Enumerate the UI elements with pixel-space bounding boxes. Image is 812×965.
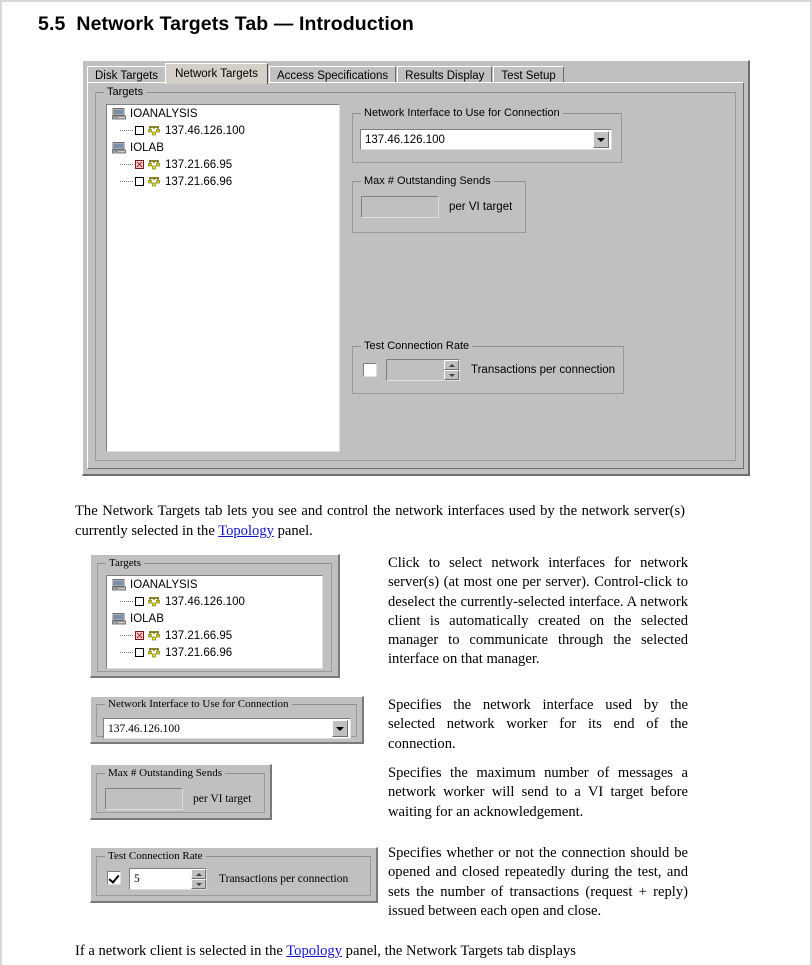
tree-connector (120, 181, 133, 182)
figure-targets-title: Targets (106, 556, 144, 570)
callout-max-outstanding-sends: Specifies the maximum number of messages a network worker will send to a VI target before waiting for an acknowledgement. (388, 765, 688, 820)
tree-item-label: 137.21.66.96 (165, 175, 233, 188)
tab-test-setup[interactable]: Test Setup (493, 66, 563, 84)
tree-item-interface[interactable] (107, 627, 322, 644)
computer-icon (112, 613, 126, 625)
bottom-paragraph (75, 942, 725, 962)
callout-network-interface: Specifies the network interface used by the selected network worker for its end of the connection. (388, 697, 688, 752)
network-interface-groupbox-title: Network Interface to Use for Connection (361, 106, 563, 120)
max-outstanding-sends-title: Max # Outstanding Sends (361, 174, 494, 188)
tab-disk-targets[interactable]: Disk Targets (87, 66, 166, 84)
network-interface-icon (147, 646, 161, 659)
tree-item-label: IOLAB (130, 141, 164, 154)
figure-sends-groupbox (96, 767, 265, 813)
figure-test-connection-rate (90, 847, 378, 903)
tree-connector (120, 130, 133, 131)
figure-max-outstanding-sends (90, 764, 272, 820)
tree-item-server[interactable] (107, 610, 322, 627)
test-connection-rate-spinner[interactable] (129, 868, 207, 890)
network-interface-groupbox (352, 107, 622, 163)
tree-item-label: 137.46.126.100 (165, 124, 245, 137)
section-title: Network Targets Tab — Introduction (76, 13, 414, 35)
figure-network-interface (90, 696, 364, 744)
targets-groupbox (95, 86, 736, 461)
test-connection-rate-suffix: Transactions per connection (219, 873, 349, 885)
max-outstanding-sends-input[interactable] (361, 196, 439, 218)
figure-sends-title: Max # Outstanding Sends (105, 766, 225, 780)
network-targets-dialog (82, 60, 750, 476)
figure-network-interface-title: Network Interface to Use for Connection (105, 697, 292, 711)
tab-bar (87, 63, 565, 84)
figure-targets-groupbox (97, 557, 332, 672)
test-connection-rate-checkbox[interactable] (363, 363, 377, 377)
network-interface-icon (147, 629, 161, 642)
tree-connector (120, 164, 133, 165)
max-outstanding-sends-groupbox (352, 175, 526, 233)
tab-results-display[interactable]: Results Display (397, 66, 492, 84)
tree-item-label: 137.21.66.95 (165, 158, 233, 171)
targets-groupbox-title: Targets (104, 85, 146, 99)
intro-paragraph (75, 502, 685, 541)
tree-item-label: 137.46.126.100 (165, 595, 245, 608)
spinner-down-icon[interactable] (191, 879, 206, 889)
max-outstanding-sends-suffix: per VI target (449, 201, 513, 213)
tree-item-label: 137.21.66.96 (165, 646, 233, 659)
tab-network-targets[interactable]: Network Targets (165, 63, 268, 84)
test-connection-rate-checkbox[interactable] (107, 871, 121, 885)
tree-item-label: 137.21.66.95 (165, 629, 233, 642)
tree-item-label: IOLAB (130, 612, 164, 625)
network-interface-value: 137.46.126.100 (365, 133, 445, 146)
max-outstanding-sends-input[interactable] (105, 788, 183, 810)
topology-link[interactable]: Topology (286, 943, 343, 959)
topology-link[interactable]: Topology (218, 522, 274, 539)
tree-item-label: IOANALYSIS (130, 107, 198, 120)
tree-item-server[interactable] (107, 576, 322, 593)
network-interface-icon (147, 124, 161, 137)
tree-item-interface[interactable] (107, 122, 339, 139)
spinner-buttons[interactable] (444, 360, 459, 380)
network-interface-combobox[interactable] (360, 129, 612, 150)
callout-targets: Click to select network interfaces for network server(s) (at most one per server). Control-click to deselect the currently-selected interface. A network client is automatically created on the selected manager to communicate through the selected interface on that manager. (388, 555, 688, 668)
tree-item-interface[interactable] (107, 644, 322, 661)
max-outstanding-sends-suffix: per VI target (193, 793, 252, 805)
interface-checkbox[interactable] (135, 648, 144, 657)
spinner-buttons[interactable] (191, 869, 206, 889)
chevron-down-icon[interactable] (593, 131, 609, 148)
targets-tree[interactable] (106, 104, 340, 452)
figure-network-interface-groupbox (96, 698, 357, 737)
test-connection-rate-title: Test Connection Rate (361, 339, 472, 353)
test-connection-rate-suffix: Transactions per connection (471, 364, 616, 376)
computer-icon (112, 579, 126, 591)
tree-item-interface[interactable] (107, 156, 339, 173)
intro-text-after: panel. (273, 522, 313, 539)
tab-panel-network-targets (87, 82, 744, 469)
network-interface-combobox[interactable] (103, 718, 351, 739)
chevron-down-icon[interactable] (332, 720, 348, 737)
tab-access-specifications[interactable]: Access Specifications (269, 66, 396, 84)
intro-text-before: The Network Targets tab lets you see and control the network interfaces used by the network server(s) currently selected in the (75, 503, 685, 539)
tree-connector (120, 601, 133, 602)
tree-item-label: IOANALYSIS (130, 578, 198, 591)
network-interface-value: 137.46.126.100 (108, 722, 180, 735)
tree-connector (120, 635, 133, 636)
interface-checkbox[interactable] (135, 160, 144, 169)
bottom-text-after: panel, the Network Targets tab displays (342, 943, 576, 959)
interface-checkbox[interactable] (135, 597, 144, 606)
interface-checkbox[interactable] (135, 177, 144, 186)
tree-item-interface[interactable] (107, 593, 322, 610)
tree-item-interface[interactable] (107, 173, 339, 190)
callout-test-connection-rate: Specifies whether or not the connection should be opened and closed repeatedly during the test, and sets the number of transactions (request + reply) issued between each open and close. (388, 845, 688, 919)
interface-checkbox[interactable] (135, 126, 144, 135)
spinner-down-icon[interactable] (444, 370, 459, 380)
tree-connector (120, 652, 133, 653)
figure-rate-groupbox (96, 850, 371, 896)
figure-targets (90, 554, 340, 678)
tree-item-server[interactable] (107, 105, 339, 122)
spinner-up-icon[interactable] (444, 360, 459, 370)
figure-rate-title: Test Connection Rate (105, 849, 206, 863)
tree-item-server[interactable] (107, 139, 339, 156)
test-connection-rate-groupbox (352, 340, 624, 394)
computer-icon (112, 108, 126, 120)
page-title (38, 13, 414, 36)
bottom-text-before: If a network client is selected in the (75, 943, 287, 959)
section-number: 5.5 (38, 13, 66, 35)
test-connection-rate-value: 5 (134, 873, 140, 885)
figure-targets-tree[interactable] (106, 575, 323, 669)
network-interface-icon (147, 595, 161, 608)
computer-icon (112, 142, 126, 154)
network-interface-icon (147, 158, 161, 171)
spinner-up-icon[interactable] (191, 869, 206, 879)
test-connection-rate-spinner[interactable] (386, 359, 460, 381)
network-interface-icon (147, 175, 161, 188)
interface-checkbox[interactable] (135, 631, 144, 640)
